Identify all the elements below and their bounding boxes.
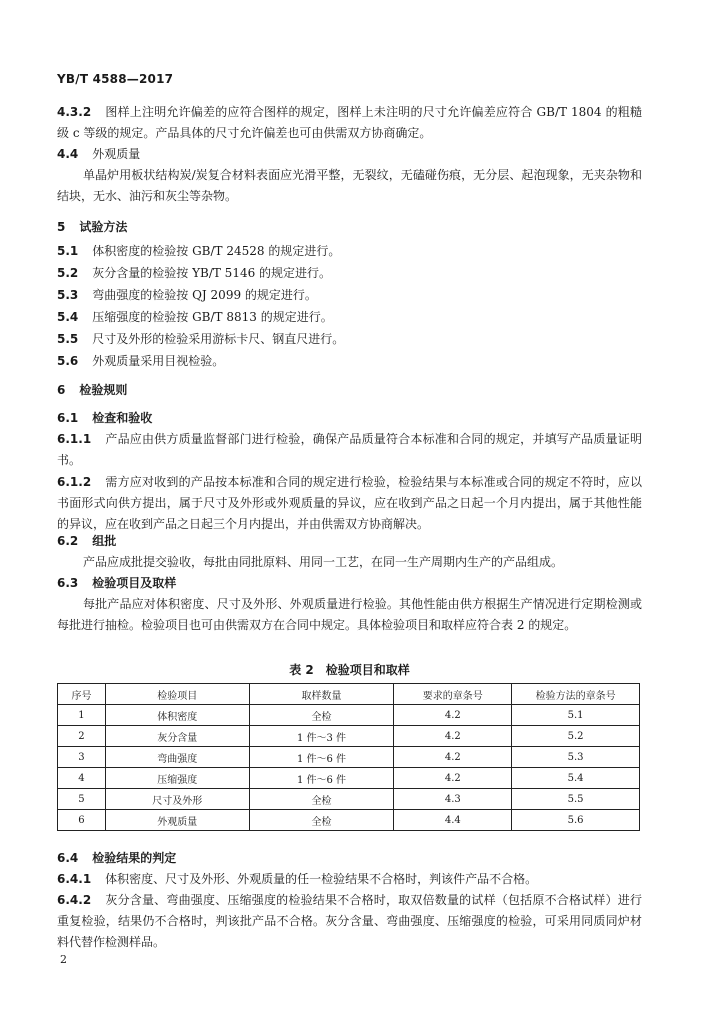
- page-number: 2: [60, 953, 67, 966]
- table-header-cell: 序号: [58, 684, 106, 705]
- table-header-cell: 检验方法的章条号: [512, 684, 640, 705]
- clause-6-3-heading: [57, 573, 176, 594]
- inspection-table: [57, 683, 640, 831]
- clause-number: 6.3: [57, 576, 79, 590]
- clause-6-1-2: [57, 472, 642, 535]
- table-cell: 5.5: [512, 789, 640, 810]
- clause-6-2-text: 产品应成批提交验收，每批由同批原料、用同一工艺，在同一生产周期内生产的产品组成。: [83, 555, 564, 569]
- clause-6-4-1: [57, 869, 642, 890]
- clause-title: 外观质量: [92, 147, 141, 161]
- table-cell: 5.4: [512, 768, 640, 789]
- table-header-cell: 取样数量: [249, 684, 394, 705]
- clause-4-4-heading: [57, 144, 140, 165]
- section-number: 5: [57, 220, 66, 234]
- table-cell: 4: [58, 768, 106, 789]
- clause-5-4: [57, 307, 333, 328]
- section-6-heading: [57, 380, 127, 401]
- table-cell: 4.3: [394, 789, 512, 810]
- table-cell: 5: [58, 789, 106, 810]
- clause-text: 体积密度的检验按 GB/T 24528 的规定进行。: [92, 244, 341, 258]
- table-row: [58, 747, 640, 768]
- table-cell: 全检: [249, 705, 394, 726]
- clause-4-4-text: 单晶炉用板状结构炭/炭复合材料表面应光滑平整，无裂纹，无磕碰伤痕，无分层、起泡现象，无夹杂物和结块，无水、油污和灰尘等杂物。: [57, 168, 642, 203]
- clause-text: 需方应对收到的产品按本标准和合同的规定进行检验，检验结果与本标准或合同的规定不符时，应以书面形式向供方提出，属于尺寸及外形或外观质量的异议，应在收到产品之日起一个月内提出，属于其他性能的异议，应在收到产品之日起三个月内提出，并由供需双方协商解决。: [57, 475, 642, 531]
- clause-number: 6.4.2: [57, 893, 92, 907]
- clause-text: 外观质量采用目视检验。: [92, 354, 225, 368]
- table-header-cell: 要求的章条号: [394, 684, 512, 705]
- table-cell: 1 件～3 件: [249, 726, 394, 747]
- table-cell: 5.2: [512, 726, 640, 747]
- table-cell: 体积密度: [105, 705, 249, 726]
- table-cell: 1 件～6 件: [249, 747, 394, 768]
- table-cell: 全检: [249, 789, 394, 810]
- clause-text: 灰分含量、弯曲强度、压缩强度的检验结果不合格时，取双倍数量的试样（包括原不合格试样）进行重复检验，结果仍不合格时，判该批产品不合格。灰分含量、弯曲强度、压缩强度的检验，可采用同质同炉材料代替作检测样品。: [57, 893, 642, 949]
- clause-number: 5.6: [57, 354, 79, 368]
- clause-5-5: [57, 329, 344, 350]
- table-cell: 1 件～6 件: [249, 768, 394, 789]
- table-title: 表 2 检验项目和取样: [289, 663, 410, 677]
- clause-number: 5.3: [57, 288, 79, 302]
- clause-text: 压缩强度的检验按 GB/T 8813 的规定进行。: [92, 310, 333, 324]
- table-cell: 弯曲强度: [105, 747, 249, 768]
- table-cell: 4.2: [394, 726, 512, 747]
- clause-title: 检验结果的判定: [92, 851, 177, 865]
- clause-title: 检验项目及取样: [92, 576, 177, 590]
- table-cell: 5.6: [512, 810, 640, 831]
- clause-number: 6.1: [57, 411, 79, 425]
- table-cell: 外观质量: [105, 810, 249, 831]
- section-5-heading: [57, 217, 127, 238]
- clause-4-3-2: [57, 102, 642, 144]
- table-cell: 尺寸及外形: [105, 789, 249, 810]
- clause-6-1-1: [57, 429, 642, 471]
- clause-6-4-heading: [57, 848, 176, 869]
- clause-text: 产品应由供方质量监督部门进行检验，确保产品质量符合本标准和合同的规定，并填写产品质量证明书。: [57, 432, 642, 467]
- table-cell: 2: [58, 726, 106, 747]
- section-number: 6: [57, 383, 66, 397]
- table-cell: 全检: [249, 810, 394, 831]
- standard-code-header: YB/T 4588—2017: [57, 72, 174, 86]
- clause-5-2: [57, 263, 331, 284]
- clause-text: 尺寸及外形的检验采用游标卡尺、钢直尺进行。: [92, 332, 345, 346]
- table-cell: 1: [58, 705, 106, 726]
- table-cell: 4.4: [394, 810, 512, 831]
- clause-text: 体积密度、尺寸及外形、外观质量的任一检验结果不合格时，判该件产品不合格。: [105, 872, 538, 886]
- table-cell: 4.2: [394, 705, 512, 726]
- table-row: [58, 810, 640, 831]
- clause-number: 5.2: [57, 266, 79, 280]
- clause-number: 5.4: [57, 310, 79, 324]
- clause-6-1-heading: [57, 408, 152, 429]
- clause-number: 6.4: [57, 851, 79, 865]
- table-header-cell: 检验项目: [105, 684, 249, 705]
- clause-5-1: [57, 241, 340, 262]
- clause-number: 6.4.1: [57, 872, 92, 886]
- clause-5-6: [57, 351, 224, 372]
- clause-number: 5.5: [57, 332, 79, 346]
- table-cell: 压缩强度: [105, 768, 249, 789]
- clause-text: 灰分含量的检验按 YB/T 5146 的规定进行。: [92, 266, 332, 280]
- table-cell: 5.1: [512, 705, 640, 726]
- table-row: [58, 768, 640, 789]
- clause-title: 组批: [92, 534, 117, 548]
- clause-5-3: [57, 285, 317, 306]
- clause-number: 4.4: [57, 147, 79, 161]
- table-row: [58, 726, 640, 747]
- clause-text: 图样上注明允许偏差的应符合图样的规定，图样上未注明的尺寸允许偏差应符合 GB/T 1804 的粗糙级 c 等级的规定。产品具体的尺寸允许偏差也可由供需双方协商确定。: [57, 105, 642, 140]
- table-cell: 4.2: [394, 768, 512, 789]
- table-cell: 4.2: [394, 747, 512, 768]
- table-row: [58, 705, 640, 726]
- clause-number: 6.2: [57, 534, 79, 548]
- table-cell: 灰分含量: [105, 726, 249, 747]
- table-row: [58, 789, 640, 810]
- clause-number: 4.3.2: [57, 105, 92, 119]
- clause-number: 6.1.2: [57, 475, 92, 489]
- clause-text: 弯曲强度的检验按 QJ 2099 的规定进行。: [92, 288, 317, 302]
- clause-title: 检查和验收: [92, 411, 153, 425]
- clause-6-4-2: [57, 890, 642, 953]
- clause-6-3-text: 每批产品应对体积密度、尺寸及外形、外观质量进行检验。其他性能由供方根据生产情况进行定期检测或每批进行抽检。检验项目也可由供需双方在合同中规定。具体检验项目和取样应符合表 2 的规定。: [57, 597, 642, 632]
- table-cell: 5.3: [512, 747, 640, 768]
- table-cell: 3: [58, 747, 106, 768]
- table-cell: 6: [58, 810, 106, 831]
- section-title: 检验规则: [79, 383, 128, 397]
- section-title: 试验方法: [79, 220, 128, 234]
- clause-number: 6.1.1: [57, 432, 92, 446]
- clause-number: 5.1: [57, 244, 79, 258]
- clause-6-2-heading: [57, 531, 116, 552]
- table-header-row: [58, 684, 640, 705]
